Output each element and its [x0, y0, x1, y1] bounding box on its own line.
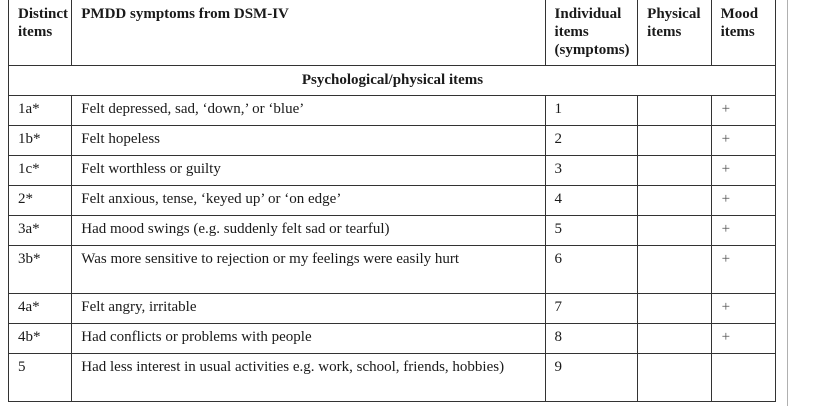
cell-individual: 1 — [545, 96, 638, 126]
cell-physical — [638, 186, 711, 216]
header-distinct-items — [9, 0, 72, 66]
header-mood-line: items — [720, 24, 755, 40]
cell-symptom: Felt hopeless — [72, 126, 545, 156]
cell-physical — [638, 216, 711, 246]
cell-symptom: Had mood swings (e.g. suddenly felt sad or tearful) — [72, 216, 545, 246]
table-row — [9, 96, 776, 126]
table-row — [9, 294, 776, 324]
header-mood-items — [711, 0, 775, 66]
cell-symptom: Had less interest in usual activities e.g. work, school, friends, hobbies) — [72, 354, 545, 402]
header-physical-line: Physical — [647, 6, 701, 22]
table-row — [9, 156, 776, 186]
cell-mood: + — [711, 246, 775, 294]
cell-mood: + — [711, 324, 775, 354]
cell-physical — [638, 126, 711, 156]
cell-mood — [711, 354, 775, 402]
cell-individual: 6 — [545, 246, 638, 294]
cell-id: 4b* — [9, 324, 72, 354]
cell-id: 2* — [9, 186, 72, 216]
cell-id: 3b* — [9, 246, 72, 294]
header-row — [9, 0, 776, 66]
cell-physical — [638, 96, 711, 126]
pmdd-symptom-table — [8, 0, 776, 402]
cell-physical — [638, 324, 711, 354]
cell-individual: 7 — [545, 294, 638, 324]
cell-physical — [638, 294, 711, 324]
cell-mood: + — [711, 294, 775, 324]
header-symptom: PMDD symptoms from DSM-IV — [72, 0, 545, 66]
table-row — [9, 354, 776, 402]
header-id-line: Distinct — [18, 6, 68, 22]
cell-individual: 5 — [545, 216, 638, 246]
cell-individual: 9 — [545, 354, 638, 402]
cell-symptom: Felt anxious, tense, ‘keyed up’ or ‘on edge’ — [72, 186, 545, 216]
header-id-line: items — [18, 24, 53, 40]
cell-mood: + — [711, 186, 775, 216]
header-individual-line: items — [554, 24, 589, 40]
cell-symptom: Was more sensitive to rejection or my feelings were easily hurt — [72, 246, 545, 294]
cell-id: 1b* — [9, 126, 72, 156]
cell-mood: + — [711, 216, 775, 246]
cell-individual: 3 — [545, 156, 638, 186]
cell-id: 4a* — [9, 294, 72, 324]
header-individual-line: (symptoms) — [554, 42, 630, 58]
section-title: Psychological/physical items — [9, 66, 776, 96]
cell-id: 1c* — [9, 156, 72, 186]
table-row — [9, 126, 776, 156]
cell-individual: 2 — [545, 126, 638, 156]
cell-symptom: Had conflicts or problems with people — [72, 324, 545, 354]
page-edge — [787, 0, 788, 406]
cell-symptom: Felt depressed, sad, ‘down,’ or ‘blue’ — [72, 96, 545, 126]
cell-mood: + — [711, 96, 775, 126]
header-individual-line: Individual — [554, 6, 622, 22]
cell-symptom: Felt angry, irritable — [72, 294, 545, 324]
table-row — [9, 324, 776, 354]
cell-id: 3a* — [9, 216, 72, 246]
cell-individual: 8 — [545, 324, 638, 354]
cell-symptom: Felt worthless or guilty — [72, 156, 545, 186]
cell-id: 5 — [9, 354, 72, 402]
header-physical-items — [638, 0, 711, 66]
header-individual-items — [545, 0, 638, 66]
header-mood-line: Mood — [720, 6, 759, 22]
cell-individual: 4 — [545, 186, 638, 216]
cell-physical — [638, 156, 711, 186]
section-row — [9, 66, 776, 96]
header-physical-line: items — [647, 24, 682, 40]
table-row — [9, 246, 776, 294]
table-row — [9, 216, 776, 246]
cell-mood: + — [711, 126, 775, 156]
cell-physical — [638, 246, 711, 294]
cell-id: 1a* — [9, 96, 72, 126]
cell-mood: + — [711, 156, 775, 186]
table-row — [9, 186, 776, 216]
cell-physical — [638, 354, 711, 402]
